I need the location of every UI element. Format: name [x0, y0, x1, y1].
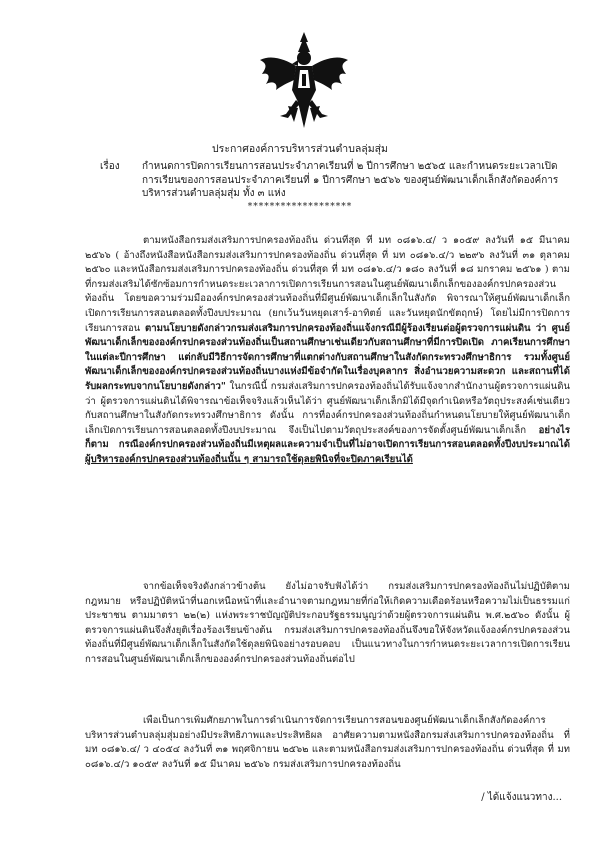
body-text: [85, 234, 570, 788]
paragraph-3: เพื่อเป็นการเพิ่มศักยภาพในการดำเนินการจัดการเรียนการสอนของศูนย์พัฒนาเด็กเล็กสังกัดองค์การบริหารส่วนตำบลลุ่มสุ่มอย่างมีประสิทธิภาพและประสิทธิผล อาศัยความตามหนังสือกรมส่งเสริมการปกครองท้องถิ่น ที่ มท ๐๘๑๖.๔/ ว ๔๐๕๔ ลงวันที่ ๓๑ พฤศจิกายน ๒๕๖๒ และตามหนังสือกรมส่งเสริมการปกครองท้องถิ่น ด่วนที่สุด ที่ มท ๐๘๑๖.๔/ว ๑๐๕๙ ลงวันที่ ๑๕ มีนาคม ๒๕๖๖ กรมส่งเสริมการปกครองท้องถิ่น: [85, 715, 570, 770]
continued-marker: / ได้แจ้งแนวทาง...: [481, 792, 562, 803]
separator: *******************: [247, 202, 353, 212]
paragraph-1-discretion: ผู้บริหารองค์กรปกครองส่วนท้องถิ่นนั้น ๆ สามารถใช้ดุลยพินิจที่จะปิดภาคเรียนได้: [85, 453, 413, 465]
paragraph-2: จากข้อเท็จจริงดังกล่าวข้างต้น ยังไม่อาจรับฟังได้ว่า กรมส่งเสริมการปกครองท้องถิ่นไม่ปฏิบัติตามกฎหมาย หรือปฏิบัติหน้าที่นอกเหนือหน้าที่และอำนาจตามกฎหมายที่ก่อให้เกิดความเดือดร้อนหรือความไม่เป็นธรรมแก่ประชาชน ตามมาตรา ๒๒(๒) แห่งพระราชบัญญัติประกอบรัฐธรรมนูญว่าด้วยผู้ตรวจการแผ่นดิน พ.ศ.๒๕๖๐ ดังนั้น ผู้ตรวจการแผ่นดินจึงสั่งยุติเรื่องร้องเรียนข้างต้น กรมส่งเสริมการปกครองท้องถิ่นจึงขอให้จังหวัดแจ้งองค์กรปกครองส่วนท้องถิ่นที่มีศูนย์พัฒนาเด็กเล็กในสังกัดใช้ดุลยพินิจอย่างรอบคอบ เป็นแนวทางในการกำหนดระยะเวลาการเปิดการเรียนการสอนในศูนย์พัฒนาเด็กเล็กขององค์กรปกครองส่วนท้องถิ่นต่อไป: [85, 581, 570, 665]
subject-text: กำหนดการปิดการเรียนการสอนประจำภาคเรียนที่ ๒ ปีการศึกษา ๒๕๖๕ และกำหนดระยะเวลาเปิดการเรียนของการสอนประจำภาคเรียนที่ ๑ ปีการศึกษา ๒๕๖๖ ของศูนย์พัฒนาเด็กเล็กสังกัดองค์การบริหารส่วนตำบลลุ่มสุ่ม ทั้ง ๓ แห่ง: [142, 161, 559, 199]
subject-block: [100, 160, 570, 201]
paragraph-1-policy: ตามนโยบายดังกล่าวกรมส่งเสริมการปกครองท้องถิ่นแจ้งกรณีมีผู้ร้องเรียนต่อผู้ตรวจการแผ่นดิน ว่า ศูนย์พัฒนาเด็กเล็กขององค์กรปกครองส่วนท้องถิ่นเป็นสถานศึกษาเช่นเดียวกับสถานศึกษาที่มีการปิดเปิด ภาคเรียนการศึกษาในแต่ละปีการศึกษา แต่กลับมีวิธีการจัดการศึกษาที่แตกต่างกับสถานศึกษาในสังกัดกระทรวงศึกษาธิการ รวมทั้งศูนย์พัฒนาเด็กเล็กขององค์กรปกครองส่วนท้องถิ่นบางแห่งมีข้อจำกัดในเรื่องบุคลากร สิ่งอำนวยความสะดวก และสถานที่ได้รับผลกระทบจากนโยบายดังกล่าว": [85, 322, 570, 392]
paragraph-1-exception: อย่างไรก็ตาม กรณีองค์กรปกครองส่วนท้องถิ่นมีเหตุผลและความจำเป็นที่ไม่อาจเปิดการเรียนการสอนตลอดทั้งปีงบประมาณได้: [85, 424, 570, 451]
paragraph-1-finding: ในกรณีนี้ กรมส่งเสริมการปกครองท้องถิ่นได้รับแจ้งจากสำนักงานผู้ตรวจการแผ่นดิน ว่า ผู้ตรวจการแผ่นดินได้พิจารณาข้อเท็จจริงแล้วเห็นได้ว่า ศูนย์พัฒนาเด็กเล็กมิได้มีจุดกำเนิดหรือวัตถุประสงค์เช่นเดียวกับสถานศึกษาในสังกัดกระทรวงศึกษาธิการ ดังนั้น การที่องค์กรปกครองส่วนท้องถิ่นกำหนดนโยบายให้ศูนย์พัฒนาเด็กเล็กเปิดการเรียนการสอนตลอดทั้งปีงบประมาณ จึงเป็นไปตามวัตถุประสงค์ของการจัดตั้งศูนย์พัฒนาเด็กเล็ก: [85, 380, 570, 436]
announcement-title: ประกาศองค์การบริหารส่วนตำบลลุ่มสุ่ม: [212, 143, 388, 155]
subject-label: เรื่อง: [100, 161, 120, 172]
garuda-emblem: [258, 30, 350, 130]
paragraph-1-intro: ตามหนังสือกรมส่งเสริมการปกครองท้องถิ่น ด่วนที่สุด ที่ มท ๐๘๑๖.๔/ ว ๑๐๕๙ ลงวันที่ ๑๕ มีนาคม ๒๕๖๖ ( อ้างถึงหนังสือหนังสือกรมส่งเสริมการปกครองท้องถิ่น ด่วนที่สุด ที่ มท ๐๘๑๖.๔/ว ๒๒๙๖ ลงวันที่ ๓๑ ตุลาคม ๒๕๖๐ และหนังสือกรมส่งเสริมการปกครองท้องถิ่น ด่วนที่สุด ที่ มท ๐๘๑๖.๔/ว ๑๘๐ ลงวันที่ ๑๘ มกราคม ๒๕๖๑ ) ตามที่กรมส่งเสริมได้ซักซ้อมการกำหนดระยะเวลาการเปิดการเรียนการสอนในศูนย์พัฒนาเด็กเล็กขององค์กรปกครองส่วนท้องถิ่น โดยขอความร่วมมือองค์กรปกครองส่วนท้องถิ่นที่มีศูนย์พัฒนาเด็กเล็กในสังกัด พิจารณาให้ศูนย์พัฒนาเด็กเล็กเปิดการเรียนการสอนตลอดทั้งปีงบประมาณ (ยกเว้นวันหยุดเสาร์-อาทิตย์ และวันหยุดนักขัตฤกษ์) โดยไม่มีการปิดการเรียนการสอน: [85, 235, 570, 334]
paragraph-1: [85, 234, 570, 570]
